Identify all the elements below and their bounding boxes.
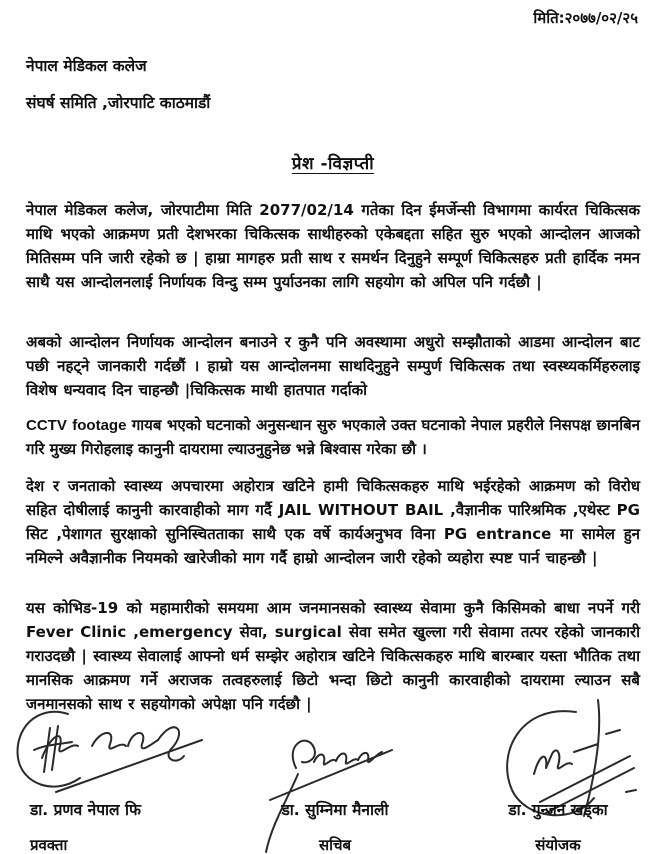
paragraph-movement-intro: नेपाल मेडिकल कलेज, जोरपाटीमा मिति 2077/02/14 गतेका दिन ईमर्जेन्सी विभागमा कार्यरत चिकित्सक माथि भएको आक्रमण प्रती देशभरका चिकित्सक साथीहरुको एकेबद्दता सहित सुरु भएको आन्दोलन आजको मितिसम्म पनि जारी रहेको छ | हाम्रा मागहरु प्रती साथ र समर्थन दिनुहुने सम्पूर्ण चिकित्सहरु प्रती हार्दिक नमन साथै यस आन्दोलनलाई निर्णायक विन्दु सम्म पुर्याउनका लागि सहयोग को अपिल पनि गर्दछौ | [26, 201, 640, 291]
paragraph-cctv-footage: CCTV footage गायब भएको घटनाको अनुसन्धान सुरु भएकाले उक्त घटनाको नेपाल प्रहरीले निसपक्ष छानबिन गरि मुख्य गिरोहलाइ कानुनी दायरामा ल्याउनुहुनेछ भन्ने बिश्वास गरेका छौ । [26, 417, 640, 458]
signatory-role-coordinator: संयोजक [535, 836, 581, 854]
signatory-role-spokesperson: प्रवक्ता [30, 836, 68, 854]
handwritten-signature-spokesperson [6, 700, 216, 800]
signatory-name-spokesperson: डा. प्रणव नेपाल फि [30, 801, 141, 819]
signatory-name-secretary: डा. सुम्निमा मैनाली [281, 801, 389, 819]
paragraph-decisive-movement: अबको आन्दोलन निर्णायक आन्दोलन बनाउने र कुनै पनि अवस्थामा अधुरो सम्झौताको आडमा आन्दोलन बाट पछी नहट्ने जानकारी गर्दछौं । हाम्रो यस आन्दोलनमा साथदिनुहुने सम्पुर्ण चिकित्सक तथा स्वस्थ्यकर्मिहरुलाइ विशेष धन्यवाद दिन चाहन्छौ |चिकित्सक माथी हातपात गर्दाको [26, 333, 640, 399]
signatory-role-secretary: सचिब [318, 836, 352, 854]
date-line: मिति:२०७७/०२/२५ [533, 9, 638, 27]
document-title: प्रेश -विज्ञप्ती [291, 154, 375, 174]
paragraph-covid-services: यस कोभिड-19 को महामारीको समयमा आम जनमानसको स्वास्थ्य सेवामा कुनै किसिमको बाधा नपर्ने गरी Fever Clinic ,emergency सेवा, surgical सेवा समेत खुल्ला गरी सेवामा तत्पर रहेको जानकारी गराउदछौ | स्वास्थ्य सेवालाई आफ्नो धर्म सम्झेर अहोरात्र खटिने चिकित्सकहरु माथि बारम्बार यस्ता भौतिक तथा मानसिक आक्रमण गर्ने अराजक तत्वहरुलाई छिटो भन्दा छिटो कानुनी कारवाहीको दायरामा ल्याउन सबै जनमानसको साथ र सहयोगको अपेक्षा पनि गर्दछौ | [26, 599, 640, 713]
paragraph-demands: देश र जनताको स्वास्थ्य अपचारमा अहोरात्र खटिने हामी चिकित्सकहरु माथि भईरहेको आक्रमण को विरोध सहित दोषीलाई कानुनी कारवाहीको माग गर्दै JAIL WITHOUT BAIL ,वैज्ञानीक पारिश्रमिक ,एथेस्ट PG सिट ,पेशागत सुरक्षाको सुनिस्चितताका साथै एक वर्षे कार्यअनुभव विना PG entrance मा सामेल हुन नमिल्ने अवैज्ञानीक नियमको खारेजीको माग गर्दै हाम्रो आन्दोलन जारी रहेको व्यहोरा स्पष्ट पार्न चाहन्छौ | [26, 477, 640, 567]
signature-block [0, 698, 670, 854]
signatory-name-coordinator: डा. गुन्जन खड्का [508, 801, 608, 819]
organization-name: नेपाल मेडिकल कलेज [26, 57, 147, 75]
handwritten-signature-secretary [252, 716, 412, 854]
committee-line: संघर्ष समिति ,जोरपाटि काठमाडौं [26, 94, 211, 112]
